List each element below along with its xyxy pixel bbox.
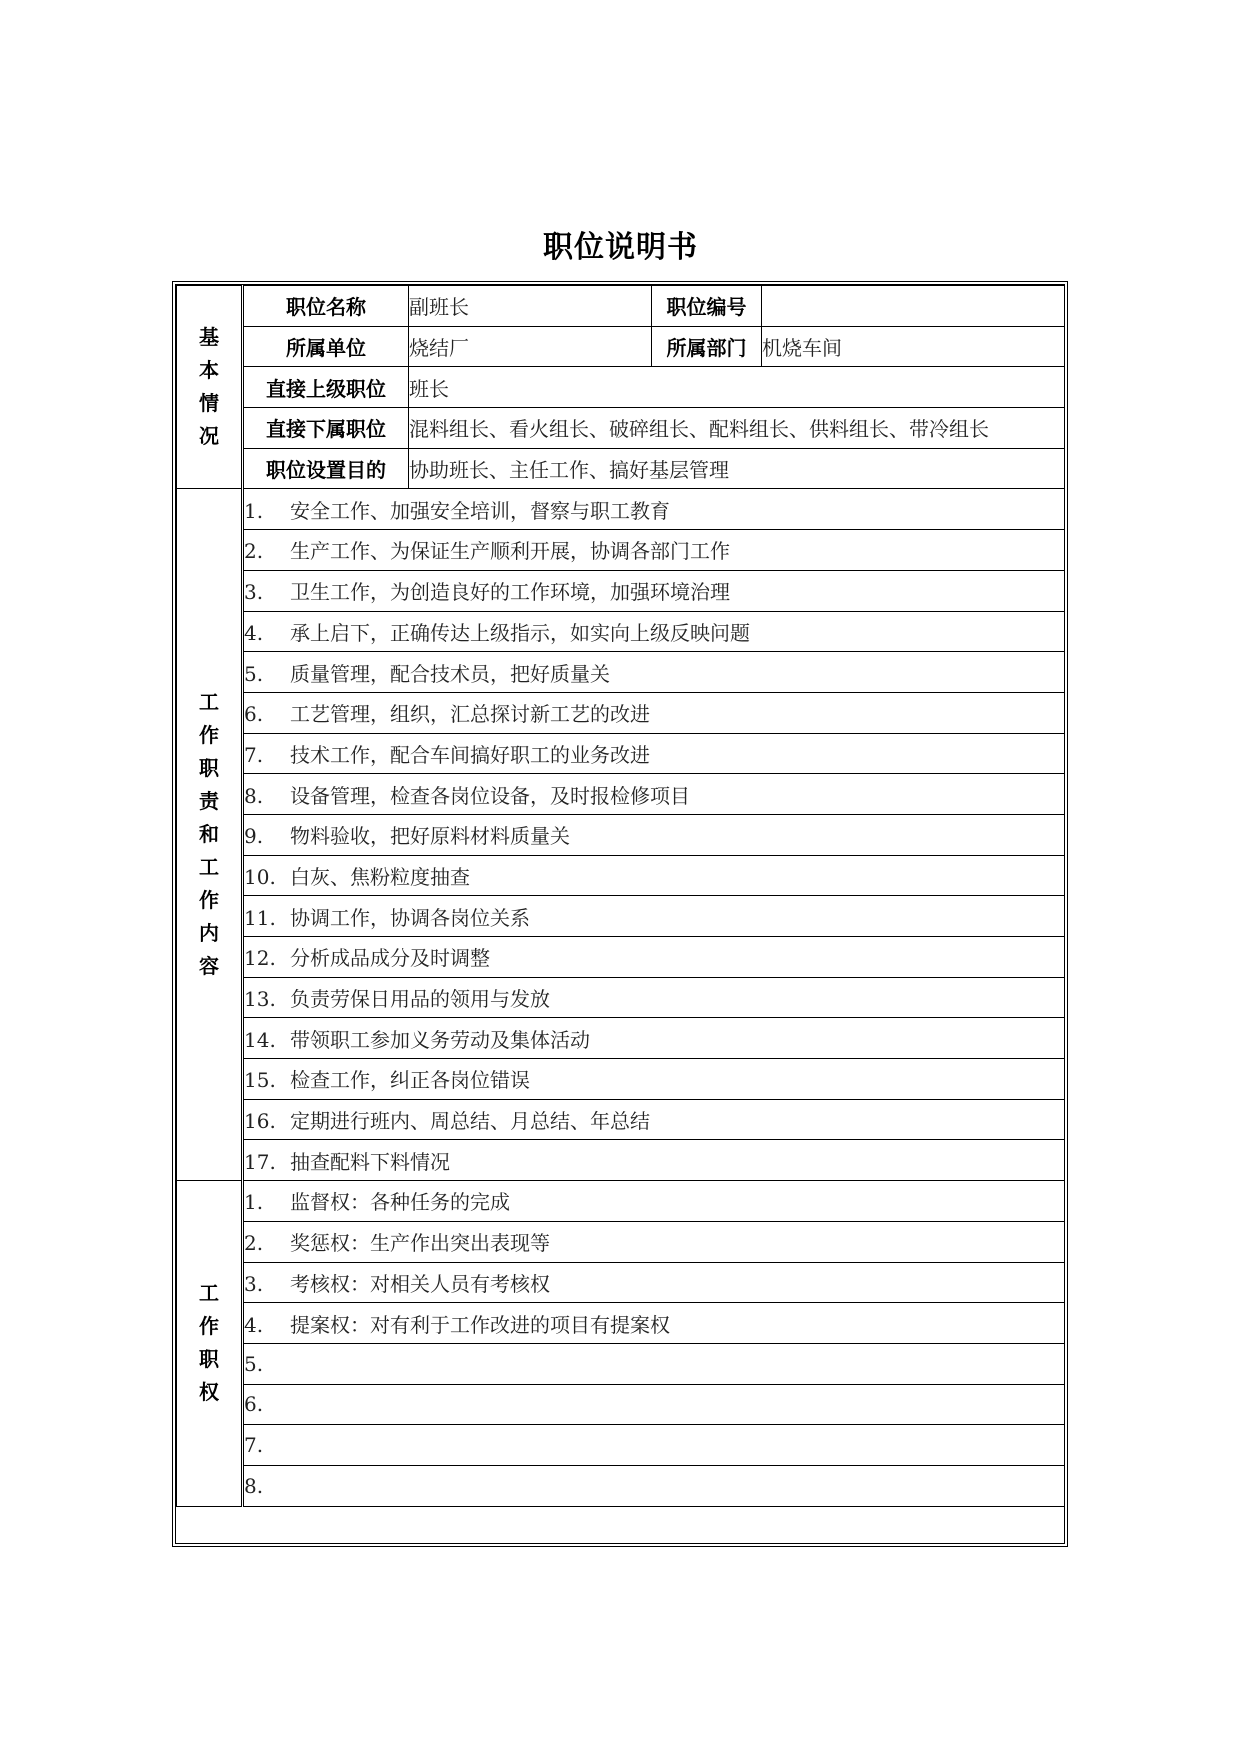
item-number: 4. [244,1312,264,1337]
list-item [177,977,1065,1018]
purpose-label: 职位设置目的 [243,448,409,489]
item-text: 承上启下，正确传达上级指示，如实向上级反映问题 [290,620,750,645]
row-position-name [177,286,1065,327]
item-text: 提案权：对有利于工作改进的项目有提案权 [290,1312,670,1337]
list-item-cell [243,1140,1065,1181]
list-item-cell [243,489,1065,530]
list-item [177,1140,1065,1181]
item-text: 安全工作、加强安全培训，督察与职工教育 [290,498,670,523]
item-number: 1. [244,498,264,523]
position-name-value: 副班长 [409,286,652,327]
item-text: 生产工作、为保证生产顺利开展，协调各部门工作 [290,539,730,564]
page-title: 职位说明书 [543,230,698,265]
item-number: 8. [244,1473,264,1498]
row-unit [177,326,1065,367]
list-item-cell [243,855,1065,896]
item-number: 2. [244,539,264,564]
list-item [177,1425,1065,1466]
list-item-cell [243,774,1065,815]
list-item-cell [243,611,1065,652]
list-item [177,1018,1065,1059]
item-number: 15. [244,1068,276,1093]
position-no-value [762,286,1065,327]
list-item-cell [243,1221,1065,1262]
list-item-cell [243,692,1065,733]
subordinate-value: 混料组长、看火组长、破碎组长、配料组长、供料组长、带冷组长 [409,408,1065,449]
list-item [177,530,1065,571]
position-name-label: 职位名称 [243,286,409,327]
list-item [177,1059,1065,1100]
section-basic-info: 基本情况 [177,286,243,489]
item-text: 分析成品成分及时调整 [290,946,490,971]
item-number: 7. [244,1433,264,1458]
list-item-cell [243,1181,1065,1222]
list-item-cell [243,1018,1065,1059]
item-text: 物料验收，把好原料材料质量关 [290,824,570,849]
list-item [177,692,1065,733]
section-duties: 工作职责和工作内容 [177,489,243,1181]
purpose-value: 协助班长、主任工作、搞好基层管理 [409,448,1065,489]
item-text: 负责劳保日用品的领用与发放 [290,987,550,1012]
item-number: 5. [244,1351,264,1376]
section-authority: 工作职权 [177,1181,243,1507]
list-item-cell [243,814,1065,855]
list-item [177,1465,1065,1506]
item-text: 带领职工参加义务劳动及集体活动 [290,1027,590,1052]
list-item-cell [243,1303,1065,1344]
list-item [177,855,1065,896]
item-text: 技术工作，配合车间搞好职工的业务改进 [290,742,650,767]
item-text: 质量管理，配合技术员，把好质量关 [290,661,610,686]
item-number: 3. [244,580,264,605]
item-text: 卫生工作，为创造良好的工作环境，加强环境治理 [290,580,730,605]
item-text: 抽查配料下料情况 [290,1149,450,1174]
item-number: 9. [244,824,264,849]
list-item-cell [243,652,1065,693]
list-item [177,937,1065,978]
list-item [177,1181,1065,1222]
list-item-cell [243,1099,1065,1140]
item-number: 10. [244,864,276,889]
row-superior [177,367,1065,408]
item-number: 12. [244,946,276,971]
item-text: 工艺管理，组织，汇总探讨新工艺的改进 [290,702,650,727]
list-item [177,570,1065,611]
authority-section [177,1181,1065,1507]
job-description-table [176,285,1065,1507]
item-number: 3. [244,1271,264,1296]
list-item [177,1099,1065,1140]
item-number: 4. [244,620,264,645]
item-text: 设备管理，检查各岗位设备，及时报检修项目 [290,783,690,808]
superior-label: 直接上级职位 [243,367,409,408]
list-item-cell [243,1343,1065,1384]
position-no-label: 职位编号 [652,286,762,327]
list-item-cell [243,1425,1065,1466]
list-item [177,733,1065,774]
item-number: 8. [244,783,264,808]
row-subordinate [177,408,1065,449]
list-item-cell [243,733,1065,774]
item-text: 协调工作，协调各岗位关系 [290,905,530,930]
list-item-cell [243,1059,1065,1100]
list-item-cell [243,1262,1065,1303]
list-item-cell [243,937,1065,978]
item-number: 1. [244,1190,264,1215]
list-item [177,1262,1065,1303]
row-purpose [177,448,1065,489]
list-item [177,896,1065,937]
item-number: 6. [244,702,264,727]
list-item [177,611,1065,652]
department-value: 机烧车间 [762,326,1065,367]
list-item [177,652,1065,693]
subordinate-label: 直接下属职位 [243,408,409,449]
item-number: 11. [244,905,276,930]
list-item-cell [243,1465,1065,1506]
item-text: 奖惩权：生产作出突出表现等 [290,1231,550,1256]
item-number: 13. [244,987,276,1012]
list-item-cell [243,977,1065,1018]
item-text: 定期进行班内、周总结、月总结、年总结 [290,1109,650,1134]
list-item-cell [243,1384,1065,1425]
item-number: 17. [244,1149,276,1174]
item-text: 考核权：对相关人员有考核权 [290,1271,550,1296]
item-number: 16. [244,1109,276,1134]
item-text: 监督权：各种任务的完成 [290,1190,510,1215]
list-item [177,1343,1065,1384]
list-item-cell [243,530,1065,571]
item-number: 2. [244,1231,264,1256]
list-item [177,774,1065,815]
item-number: 14. [244,1027,276,1052]
unit-label: 所属单位 [243,326,409,367]
superior-value: 班长 [409,367,1065,408]
list-item [177,1221,1065,1262]
list-item [177,489,1065,530]
unit-value: 烧结厂 [409,326,652,367]
item-text: 检查工作，纠正各岗位错误 [290,1068,530,1093]
list-item-cell [243,570,1065,611]
department-label: 所属部门 [652,326,762,367]
list-item-cell [243,896,1065,937]
list-item [177,1303,1065,1344]
item-text: 白灰、焦粉粒度抽查 [290,864,470,889]
list-item [177,814,1065,855]
list-item [177,1384,1065,1425]
item-number: 6. [244,1392,264,1417]
item-number: 7. [244,742,264,767]
duties-section [177,489,1065,1181]
item-number: 5. [244,661,264,686]
